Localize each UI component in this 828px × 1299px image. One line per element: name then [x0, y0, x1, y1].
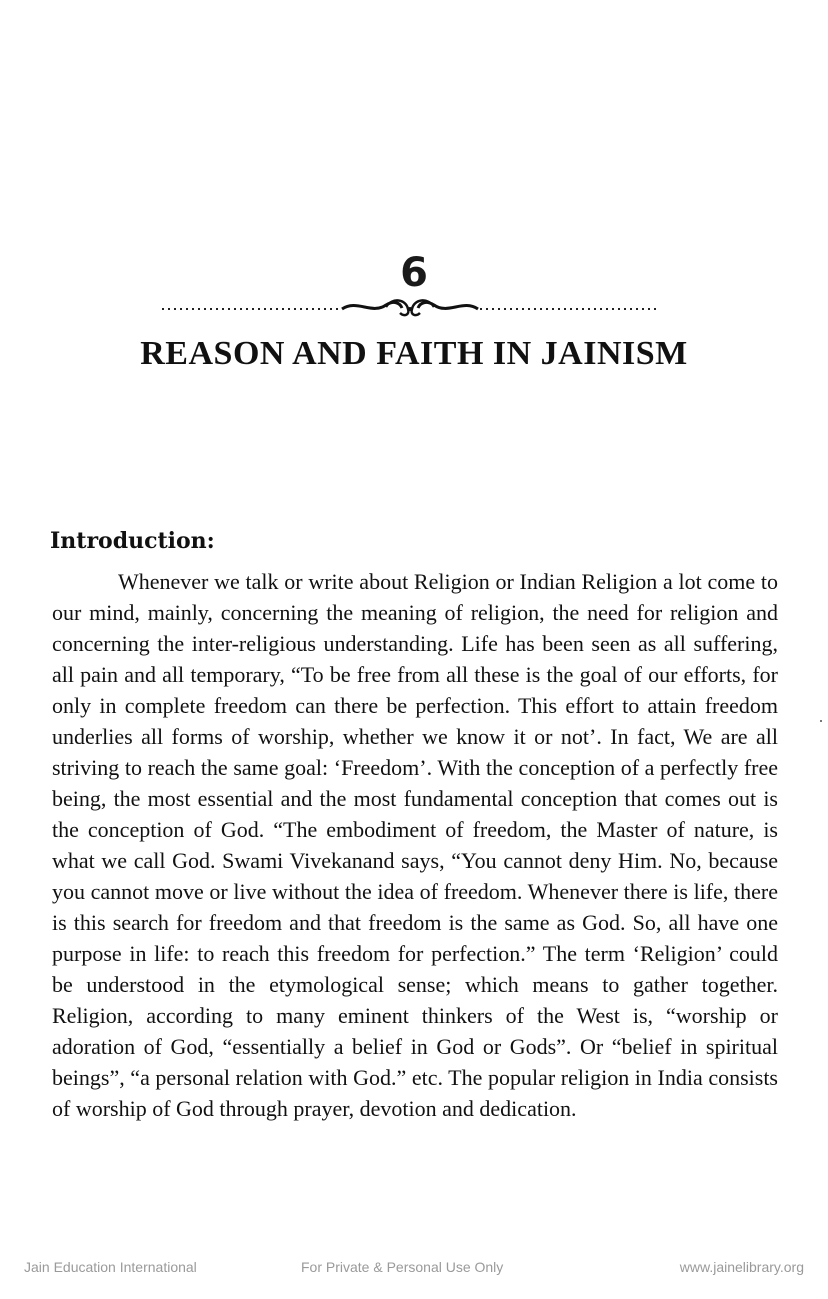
footer-usage-note: For Private & Personal Use Only	[301, 1259, 504, 1275]
footer-publisher: Jain Education International	[24, 1259, 197, 1275]
chapter-number: 6	[400, 250, 428, 296]
body-paragraph: Whenever we talk or write about Religion or Indian Religion a lot come to our mind, mainly, concerning the meaning of religion, the need for religion and concerning the inter-religious understanding. Life has been seen as all suffering, all pain and all temporary, “To be free from all these is the goal of our efforts, for only in complete freedom can there be perfection. This effort to attain freedom underlies all forms of worship, whether we know it or not’. In fact, We are all striving to reach the same goal: ‘Freedom’. With the conception of a perfectly free being, the most essential and the most fundamental conception that comes out is the conception of God. “The embodiment of freedom, the Master of nature, is what we call God. Swami Vivekanand says, “You cannot deny Him. No, because you cannot move or live without the idea of freedom. Whenever there is life, there is this search for freedom and that freedom is the same as God. So, all have one purpose in life: to reach this freedom for perfection.” The term ‘Religion’ could be understood in the etymological sense; which means to gather together. Religion, according to many eminent thinkers of the West is, “worship or adoration of God, “essentially a belief in God or Gods”. Or “belief in spiritual beings”, “a personal relation with God.” etc. The popular religion in India consists of worship of God through prayer, devotion and dedication.	[52, 569, 778, 1121]
footer-website: www.jainelibrary.org	[679, 1259, 804, 1275]
chapter-title: REASON AND FAITH IN JAINISM	[140, 335, 688, 372]
page-footer	[0, 1259, 828, 1279]
margin-mark	[820, 720, 822, 722]
ornamental-divider-icon	[162, 295, 656, 317]
section-heading: Introduction:	[50, 528, 215, 554]
